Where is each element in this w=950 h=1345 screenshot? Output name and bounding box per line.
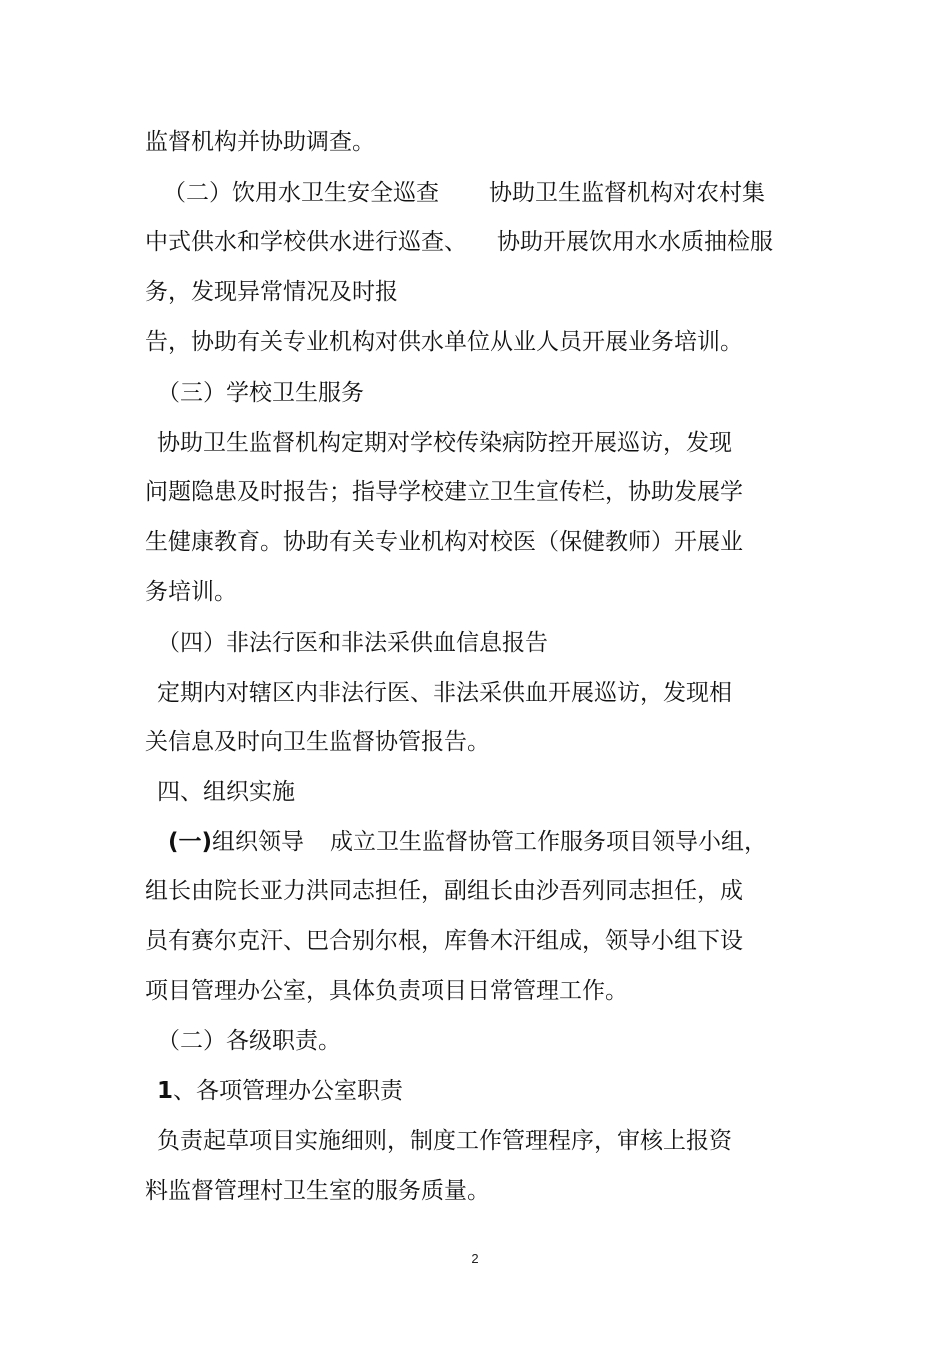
text-line: 务培训。 [145, 579, 237, 605]
text-run: 成立卫生监督协管工作服务项目领导小组， [330, 829, 768, 855]
text-line: 负责起草项目实施细则，制度工作管理程序，审核上报资 [157, 1128, 732, 1154]
text-line: 关信息及时向卫生监督协管报告。 [145, 729, 490, 755]
section-heading: 组织领导 [212, 829, 305, 855]
text-run: 中式供水和学校供水进行巡查、 [145, 229, 467, 255]
section-heading: 四、组织实施 [157, 779, 295, 805]
text-line: 生健康教育。协助有关专业机构对校医（保健教师）开展业 [145, 529, 743, 555]
text-line: 告，协助有关专业机构对供水单位从业人员开展业务培训。 [145, 329, 743, 355]
text-line: 务，发现异常情况及时报 [145, 279, 398, 305]
text-line: 协助卫生监督机构定期对学校传染病防控开展巡访，发现 [157, 430, 732, 456]
text-line: 定期内对辖区内非法行医、非法采供血开展巡访，发现相 [157, 680, 732, 706]
text-line: 监督机构并协助调查。 [145, 129, 375, 155]
text-run: 协助卫生监督机构对农村集 [489, 180, 765, 206]
list-marker: (一) [168, 829, 213, 855]
text-line [163, 178, 765, 208]
page-number: 2 [471, 1251, 479, 1266]
text-line [145, 227, 773, 257]
text-line: 组长由院长亚力洪同志担任，副组长由沙吾列同志担任，成 [145, 878, 743, 904]
section-heading: （四）非法行医和非法采供血信息报告 [157, 630, 548, 656]
text-line: 项目管理办公室，具体负责项目日常管理工作。 [145, 978, 628, 1004]
text-line: 问题隐患及时报告；指导学校建立卫生宣传栏，协助发展学 [145, 479, 743, 505]
text-line: 料监督管理村卫生室的服务质量。 [145, 1178, 490, 1204]
text-line [157, 1076, 403, 1106]
text-line [168, 827, 767, 857]
section-heading: （二）各级职责。 [157, 1028, 341, 1054]
text-run: 协助开展饮用水水质抽检服 [497, 229, 773, 255]
section-heading: （三）学校卫生服务 [157, 380, 364, 406]
section-heading: （二）饮用水卫生安全巡查 [163, 180, 439, 206]
text-line: 员有赛尔克汗、巴合别尔根，库鲁木汗组成，领导小组下设 [145, 928, 743, 954]
list-marker: 1 [157, 1078, 174, 1104]
section-heading: 、各项管理办公室职责 [173, 1078, 404, 1104]
